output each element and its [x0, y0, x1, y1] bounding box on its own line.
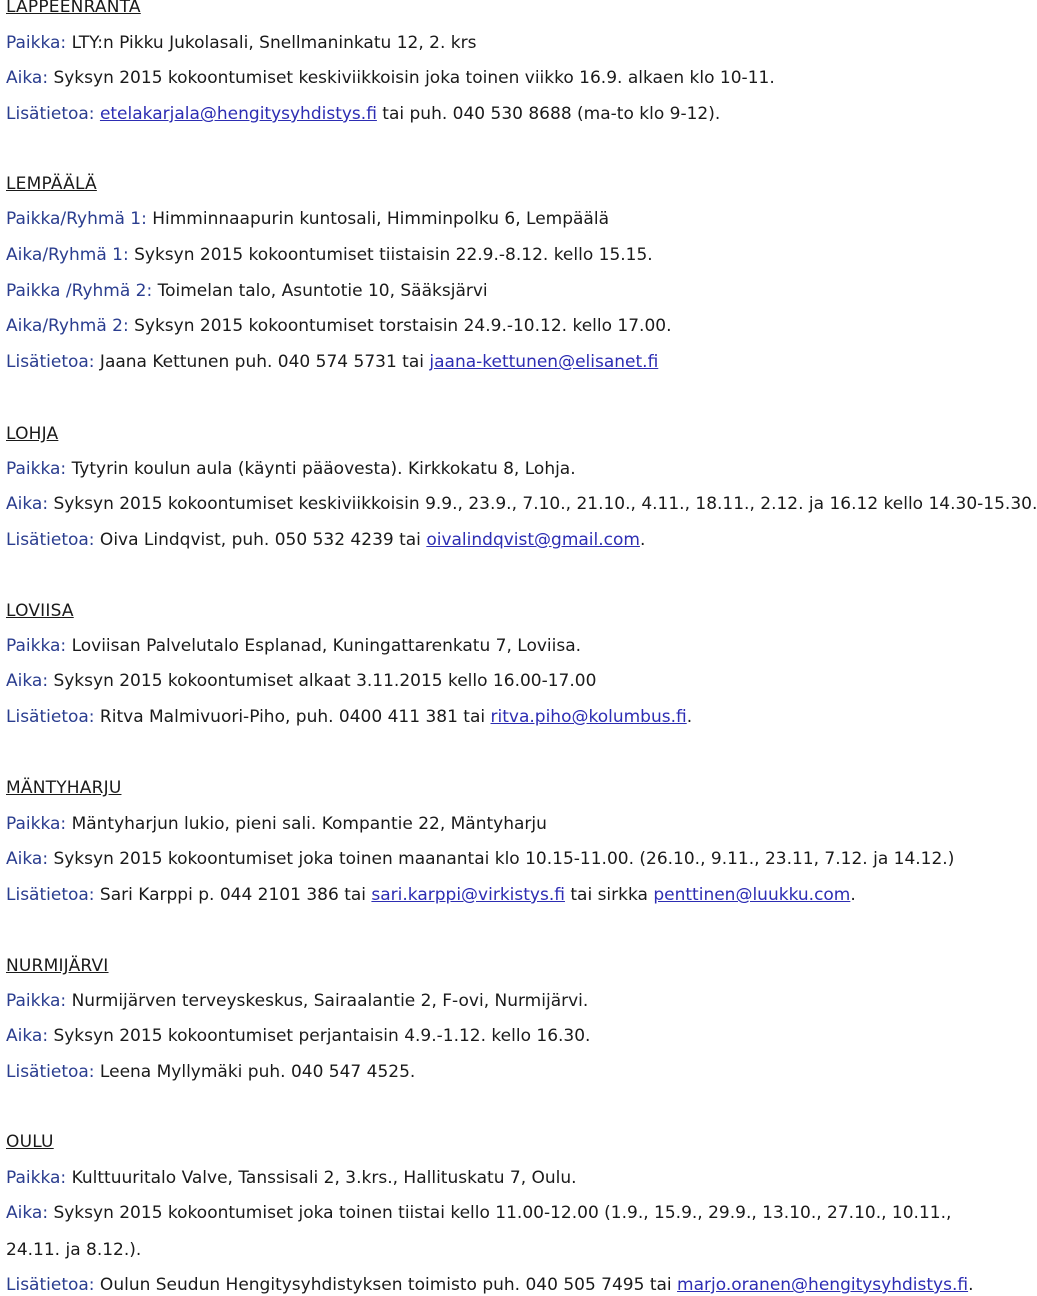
email-link[interactable]: penttinen@luukku.com: [653, 885, 851, 905]
info-line: [6, 707, 692, 727]
field-label: Paikka/Ryhmä 1:: [6, 209, 147, 229]
field-value: Syksyn 2015 kokoontumiset alkaat 3.11.2015 kello 16.00-17.00: [48, 671, 597, 691]
email-link[interactable]: marjo.oranen@hengitysyhdistys.fi: [677, 1275, 969, 1295]
field-value: LTY:n Pikku Jukolasali, Snellmaninkatu 12, 2. krs: [66, 33, 477, 53]
field-value: Syksyn 2015 kokoontumiset keskiviikkoisin joka toinen viikko 16.9. alkaen klo 10-11.: [48, 68, 775, 88]
field-value: Kulttuuritalo Valve, Tanssisali 2, 3.krs., Hallituskatu 7, Oulu.: [66, 1168, 577, 1188]
info-line: [6, 814, 547, 834]
field-value: Tytyrin koulun aula (käynti pääovesta). Kirkkokatu 8, Lohja.: [66, 459, 576, 479]
info-line: [6, 636, 581, 656]
field-label: Paikka:: [6, 459, 67, 479]
field-value: Syksyn 2015 kokoontumiset perjantaisin 4.9.-1.12. kello 16.30.: [48, 1026, 591, 1046]
field-label: Aika:: [6, 1026, 49, 1046]
info-line: [6, 991, 588, 1011]
info-line: [6, 1062, 415, 1082]
field-label: Lisätietoa:: [6, 1062, 95, 1082]
field-value: Syksyn 2015 kokoontumiset keskiviikkoisin 9.9., 23.9., 7.10., 21.10., 4.11., 18.11., 2.12. ja 16.12 kello 14.30-15.30.: [48, 494, 1037, 514]
field-value: Oiva Lindqvist, puh. 050 532 4239 tai: [94, 530, 427, 550]
info-line: [6, 885, 856, 905]
info-line: [6, 104, 720, 124]
field-label: Paikka:: [6, 991, 67, 1011]
field-label: Aika/Ryhmä 1:: [6, 245, 129, 265]
field-value: tai puh. 040 530 8688 (ma-to klo 9-12).: [376, 104, 721, 124]
field-label: Paikka:: [6, 814, 67, 834]
field-value: .: [639, 530, 646, 550]
section-heading-lempaala: LEMPÄÄLÄ: [6, 174, 97, 194]
info-line: [6, 530, 645, 550]
section-heading-mantyharju: MÄNTYHARJU: [6, 778, 122, 798]
field-value: 24.11. ja 8.12.).: [6, 1240, 142, 1260]
info-line: [6, 68, 775, 88]
field-label: Aika:: [6, 1203, 49, 1223]
field-label: Lisätietoa:: [6, 104, 95, 124]
field-value: Syksyn 2015 kokoontumiset joka toinen tiistai kello 11.00-12.00 (1.9., 15.9., 29.9., 13.10., 27.10., 10.11.,: [48, 1203, 952, 1223]
info-line: [6, 316, 671, 336]
info-line: [6, 33, 476, 53]
info-line: [6, 1203, 951, 1223]
field-label: Aika:: [6, 68, 49, 88]
section-heading-oulu: OULU: [6, 1132, 54, 1152]
info-line: [6, 671, 596, 691]
field-value: Oulun Seudun Hengitysyhdistyksen toimisto puh. 040 505 7495 tai: [94, 1275, 678, 1295]
field-value: Syksyn 2015 kokoontumiset tiistaisin 22.9.-8.12. kello 15.15.: [128, 245, 653, 265]
field-label: Aika/Ryhmä 2:: [6, 316, 129, 336]
field-label: Paikka /Ryhmä 2:: [6, 281, 153, 301]
info-line: [6, 1240, 141, 1260]
field-value: Toimelan talo, Asuntotie 10, Sääksjärvi: [152, 281, 488, 301]
field-value: .: [850, 885, 856, 905]
info-line: [6, 209, 609, 229]
info-line: [6, 1168, 577, 1188]
email-link[interactable]: oivalindqvist@gmail.com: [426, 530, 640, 550]
info-line: [6, 459, 576, 479]
field-value: .: [686, 707, 693, 727]
field-label: Lisätietoa:: [6, 707, 95, 727]
field-value: Syksyn 2015 kokoontumiset joka toinen maanantai klo 10.15-11.00. (26.10., 9.11., 23.11, 7.12. ja 14.12.): [48, 849, 955, 869]
section-heading-lappeenranta: LAPPEENRANTA: [6, 0, 141, 17]
field-value: Jaana Kettunen puh. 040 574 5731 tai: [94, 352, 430, 372]
field-label: Aika:: [6, 671, 49, 691]
email-link[interactable]: sari.karppi@virkistys.fi: [371, 885, 565, 905]
info-line: [6, 849, 954, 869]
field-value: Syksyn 2015 kokoontumiset torstaisin 24.9.-10.12. kello 17.00.: [128, 316, 672, 336]
field-label: Lisätietoa:: [6, 530, 95, 550]
field-label: Paikka:: [6, 1168, 67, 1188]
info-line: [6, 352, 658, 372]
field-label: Lisätietoa:: [6, 885, 95, 905]
email-link[interactable]: etelakarjala@hengitysyhdistys.fi: [99, 104, 377, 124]
field-label: Lisätietoa:: [6, 352, 95, 372]
section-heading-lohja: LOHJA: [6, 424, 59, 444]
field-value: .: [968, 1275, 974, 1295]
field-value: Mäntyharjun lukio, pieni sali. Kompantie 22, Mäntyharju: [66, 814, 547, 834]
email-link[interactable]: jaana-kettunen@elisanet.fi: [429, 352, 659, 372]
field-value: Nurmijärven terveyskeskus, Sairaalantie 2, F-ovi, Nurmijärvi.: [66, 991, 589, 1011]
field-label: Paikka:: [6, 33, 67, 53]
field-label: Lisätietoa:: [6, 1275, 95, 1295]
info-line: [6, 1026, 590, 1046]
section-heading-loviisa: LOVIISA: [6, 601, 74, 621]
section-heading-nurmijarvi: NURMIJÄRVI: [6, 956, 109, 976]
field-value: tai sirkka: [564, 885, 654, 905]
info-line: [6, 245, 653, 265]
email-link[interactable]: ritva.piho@kolumbus.fi: [490, 707, 687, 727]
field-value: Leena Myllymäki puh. 040 547 4525.: [94, 1062, 416, 1082]
info-line: [6, 281, 488, 301]
field-label: Aika:: [6, 494, 49, 514]
field-value: Loviisan Palvelutalo Esplanad, Kuningattarenkatu 7, Loviisa.: [66, 636, 582, 656]
info-line: [6, 1275, 973, 1295]
field-value: Sari Karppi p. 044 2101 386 tai: [94, 885, 372, 905]
info-line: [6, 494, 1037, 514]
field-value: Ritva Malmivuori-Piho, puh. 0400 411 381 tai: [94, 707, 491, 727]
field-label: Paikka:: [6, 636, 67, 656]
field-label: Aika:: [6, 849, 49, 869]
field-value: Himminnaapurin kuntosali, Himminpolku 6, Lempäälä: [146, 209, 609, 229]
